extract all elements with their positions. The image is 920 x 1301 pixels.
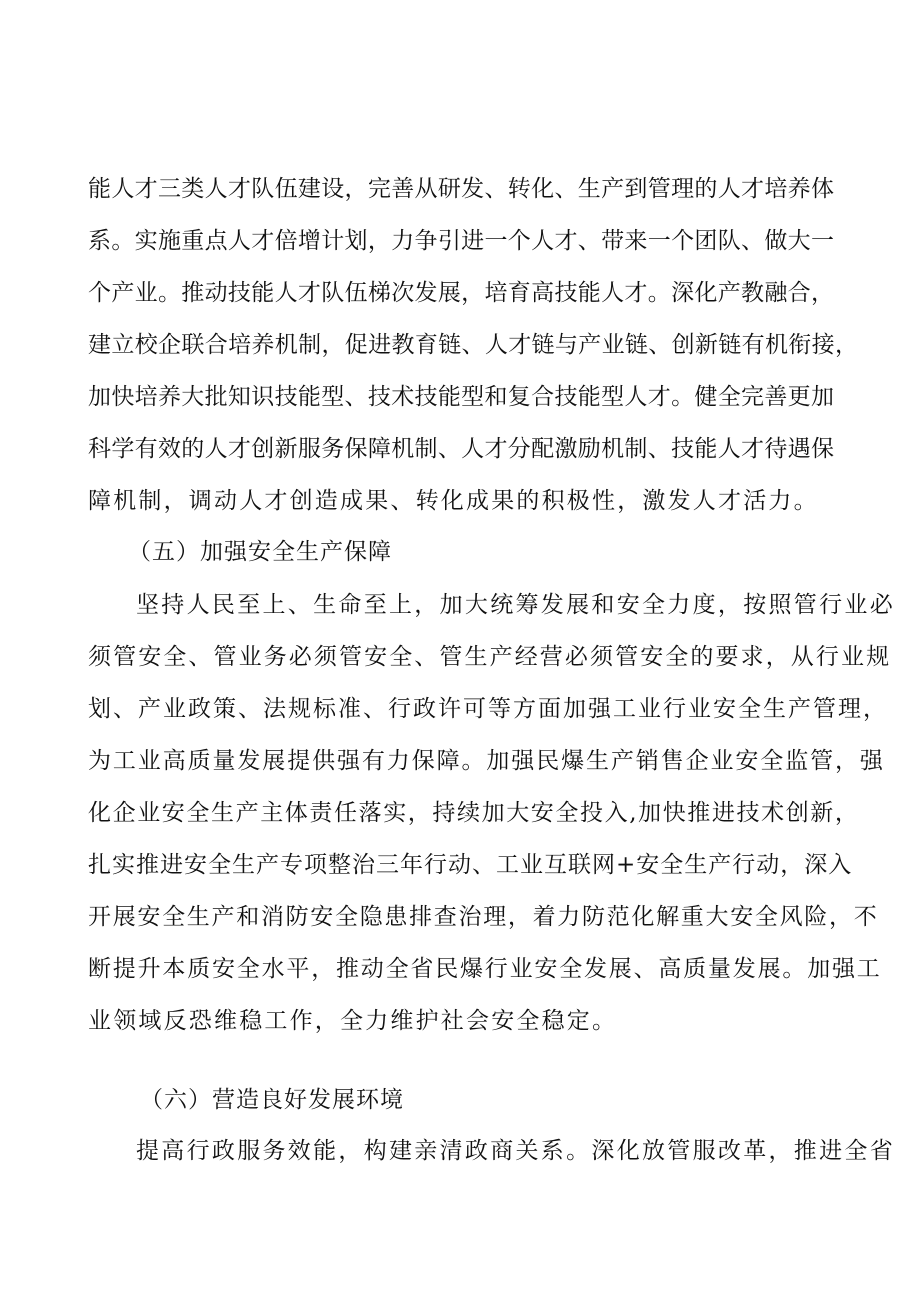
paragraph-line: 化企业安全生产主体责任落实，持续加大安全投入,加快推进技术创新， — [88, 800, 860, 826]
paragraph-line: 须管安全、管业务必须管安全、管生产经营必须管安全的要求，从行业规 — [88, 644, 892, 670]
paragraph-line: 开展安全生产和消防安全隐患排查治理，着力防范化解重大安全风险，不 — [88, 904, 879, 930]
paragraph-line: 加快培养大批知识技能型、技术技能型和复合技能型人才。健全完善更加 — [88, 384, 834, 410]
paragraph-line: 障机制，调动人才创造成果、转化成果的积极性，激发人才活力。 — [88, 488, 819, 514]
paragraph-line: 扎实推进安全生产专项整治三年行动、工业互联网+安全生产行动，深入 — [88, 852, 853, 878]
paragraph-line: 业领域反恐维稳工作，全力维护社会安全稳定。 — [88, 1008, 618, 1034]
paragraph-line: 建立校企联合培养机制，促进教育链、人才链与产业链、创新链有机衔接， — [88, 332, 858, 358]
paragraph-line: 划、产业政策、法规标准、行政许可等方面加强工业行业安全生产管理， — [88, 696, 888, 722]
paragraph-line: 断提升本质安全水平，推动全省民爆行业安全发展、高质量发展。加强工 — [88, 956, 882, 982]
paragraph-line: 坚持人民至上、生命至上，加大统筹发展和安全力度，按照管行业必 — [136, 592, 895, 618]
section-heading: （五）加强安全生产保障 — [128, 539, 392, 565]
paragraph-line: 能人才三类人才队伍建设，完善从研发、转化、生产到管理的人才培养体 — [88, 176, 834, 202]
paragraph-line: 个产业。推动技能人才队伍梯次发展，培育高技能人才。深化产教融合， — [88, 280, 834, 306]
paragraph-line: 科学有效的人才创新服务保障机制、人才分配激励机制、技能人才待遇保 — [88, 436, 834, 462]
paragraph-line: 提高行政服务效能，构建亲清政商关系。深化放管服改革，推进全省 — [136, 1138, 895, 1164]
section-heading: （六）营造良好发展环境 — [140, 1087, 404, 1113]
paragraph-line: 系。实施重点人才倍增计划，力争引进一个人才、带来一个团队、做大一 — [88, 228, 834, 254]
paragraph-line: 为工业高质量发展提供强有力保障。加强民爆生产销售企业安全监管，强 — [88, 748, 885, 774]
